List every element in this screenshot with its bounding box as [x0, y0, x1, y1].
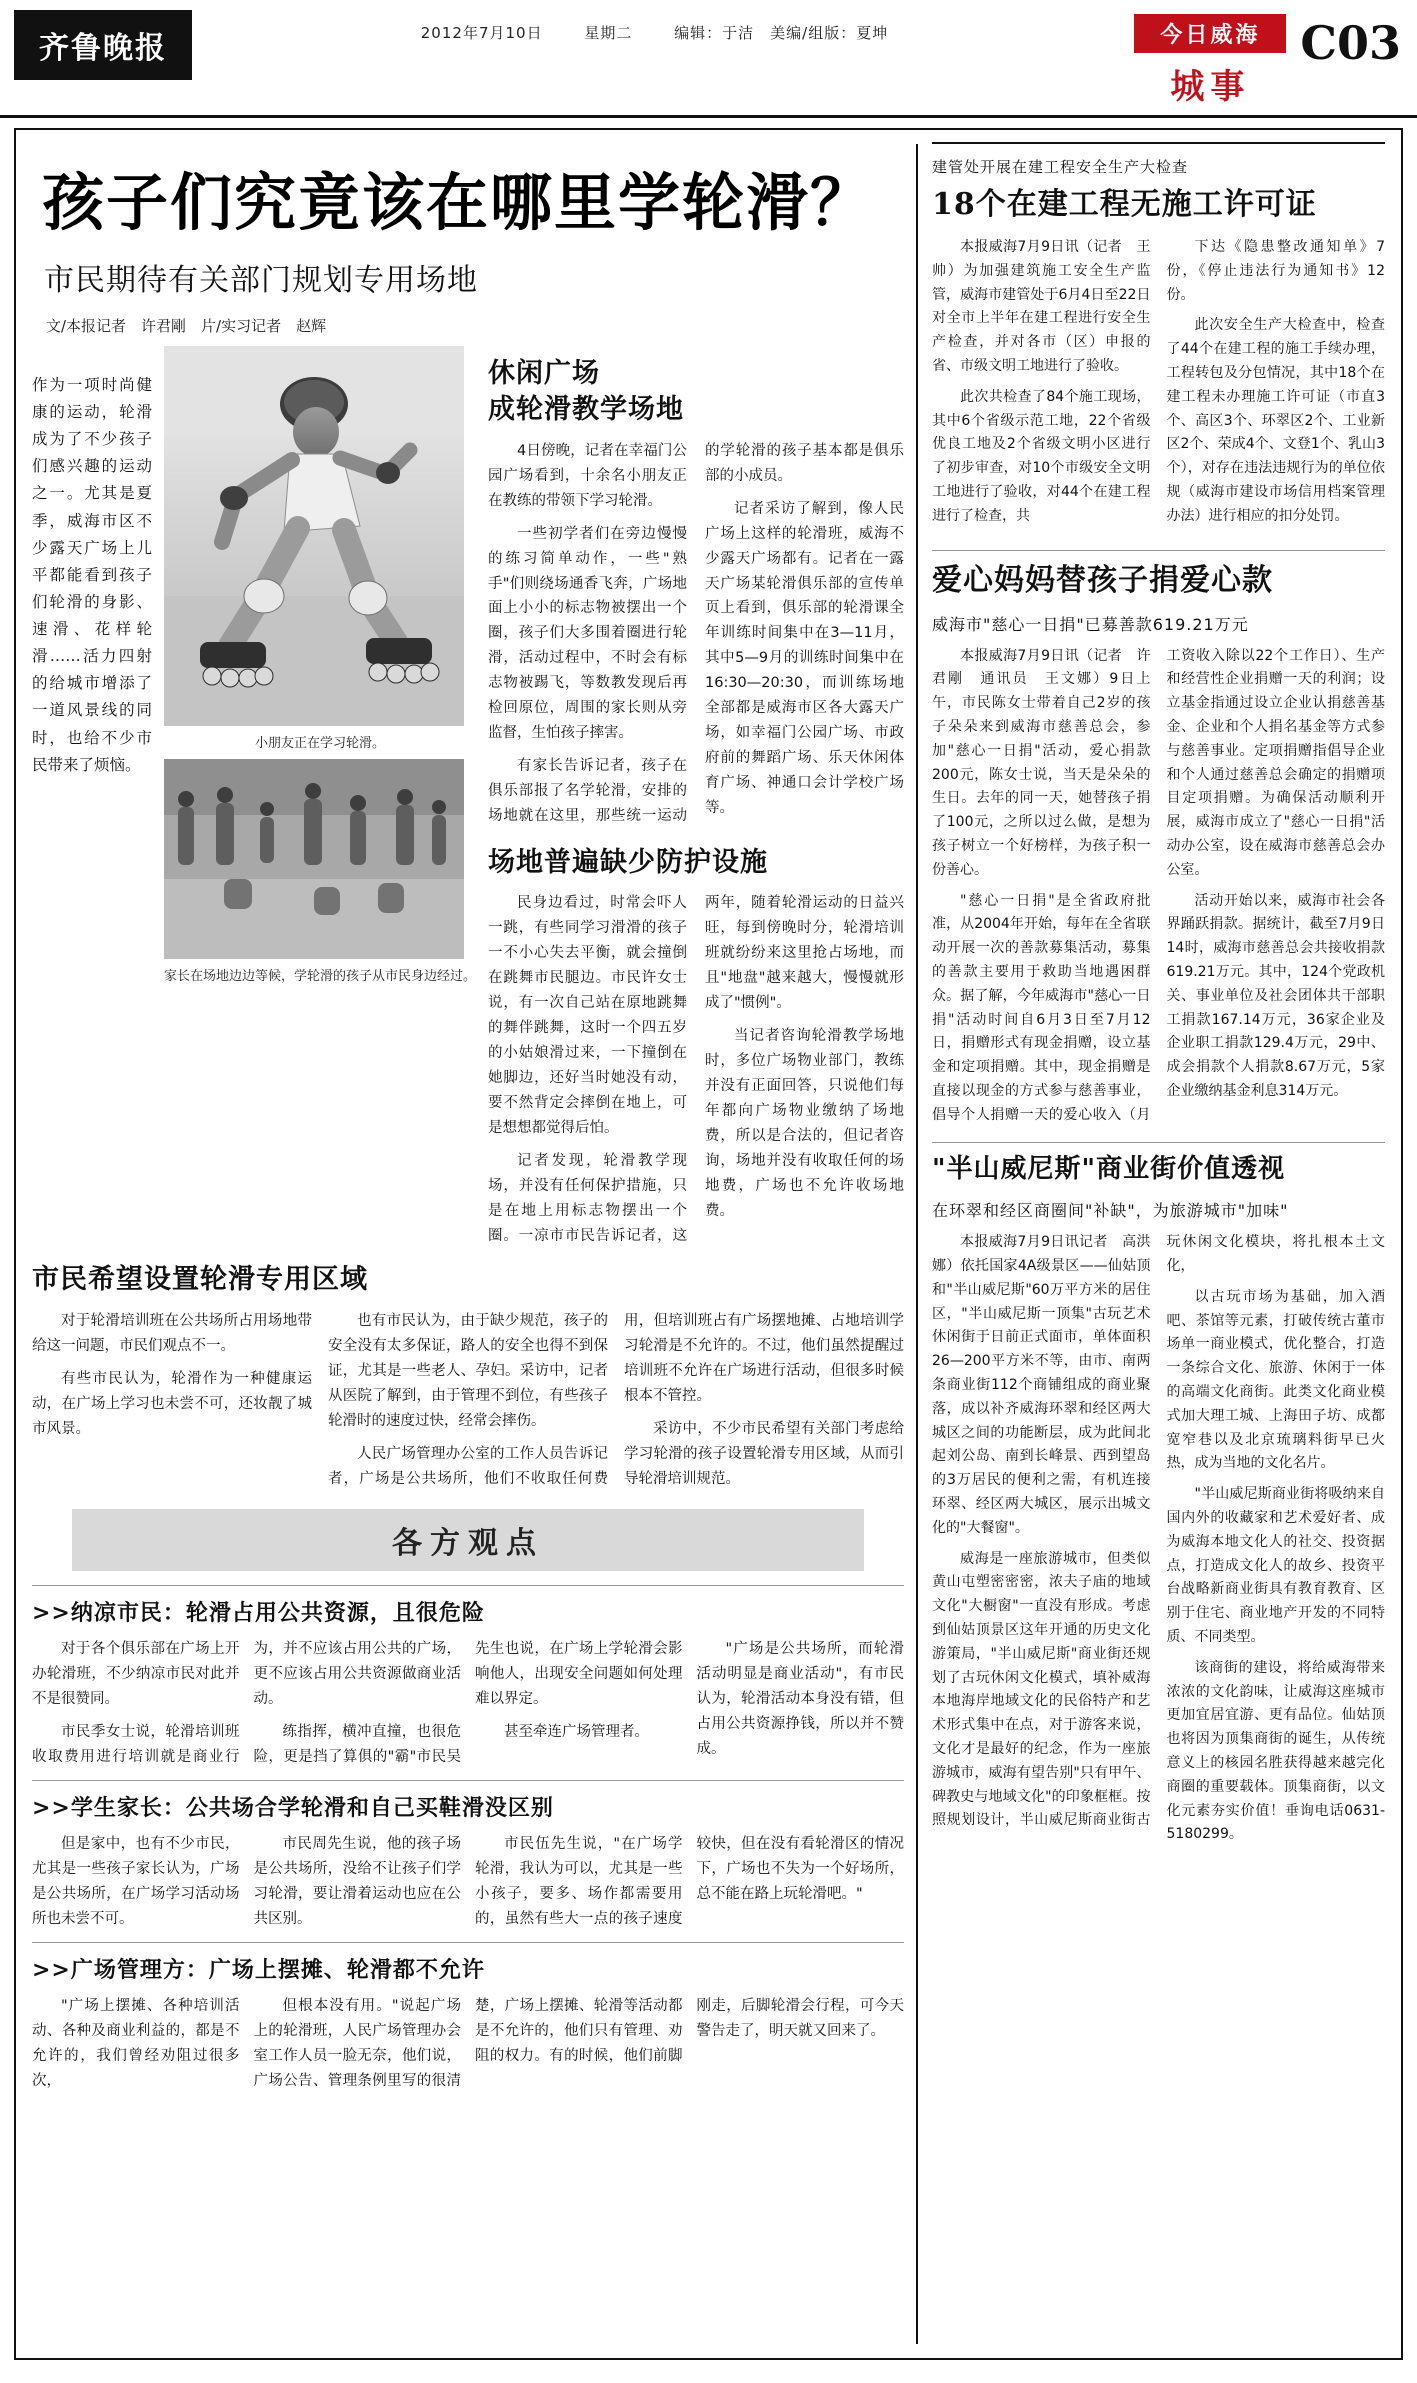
story-headline: 爱心妈妈替孩子捐爱心款	[932, 562, 1273, 598]
issue-weekday: 星期二	[584, 24, 633, 42]
photo-column	[164, 346, 476, 1249]
paragraph: 本报威海7月9日讯（记者 许君剛 通讯员 王文娜）9日上午，市民陈女士带着自己2岁的孩子朵朵来到威海市慈善总会，参加"慈心一日捐"活动，爱心捐款200元，陈女士说，当天是朵朵的生日。去年的同一天，她替孩子捐了100元，之所以过么做，是想为孩子树立一个好榜样，为孩子积一份善心。	[932, 647, 1151, 878]
photo-skater-caption: 小朋友正在学习轮滑。	[255, 735, 386, 751]
masthead-meta	[192, 0, 1117, 43]
paragraph: 本报威海7月9日讯（记者 王帅）为加强建筑施工安全生产监管，威海市建管处于6月4日至22日对全市上半年在建工程进行安全生产检查，并对各市（区）申报的省、市级文明工地进行了验收。	[932, 239, 1151, 374]
side-divider-1	[932, 550, 1385, 551]
masthead-section-area	[1117, 0, 1417, 108]
paragraph: 民身边看过，时常会吓人一跳，有些同学习滑滑的孩子一不小心失去平衡，就会撞倒在跳舞市民腿边。市民许女士说，有一次自己站在原地跳舞的舞伴跳舞，这时一个四五岁的小姑娘滑过来，一下撞倒在她脚边，还好当时她没有动，要不然背定会摔倒在地上，可是想想都觉得后怕。	[488, 895, 687, 1136]
issue-date: 2012年7月10日	[420, 24, 543, 42]
opinion-body	[32, 1994, 904, 2094]
paragraph: 对于各个俱乐部在广场上开办轮滑班，不少纳凉市民对此并不是很赞同。	[32, 1641, 240, 1708]
paragraph: 记者采访了解到，像人民广场上这样的轮滑班，威海不少露天广场都有。记者在一露天广场某轮滑俱乐部的宣传单页上看到，俱乐部的轮滑课全年训练时间集中在3—11月，其中5—9月的训练时间集中在16:30—20:30，而训练场地全部都是威海市区各大露天广场，如幸福门公园广场、市政府前的舞蹈广场、乐天休闲体育广场、神通口会计学校广场等。	[705, 500, 904, 816]
byline: 文/本报记者 许君剛 片/实习记者 赵辉	[46, 316, 327, 335]
paragraph: 但是家中，也有不少市民，尤其是一些孩子家长认为，广场是公共场所，在广场学习活动场所也未尝不可。	[32, 1836, 240, 1927]
opinion-body	[32, 1637, 904, 1770]
page-subtitle: 市民期待有关部门规划专用场地	[44, 262, 478, 298]
story-subhead: 在环翠和经区商圈间"补缺"，为旅游城市"加味"	[932, 1201, 1289, 1221]
section-2-body	[488, 891, 904, 1248]
story-body	[932, 645, 1385, 1128]
main-story-column	[16, 130, 916, 2358]
newspaper-logo: 齐鲁晚报	[14, 10, 192, 80]
issue-editors: 编辑：于洁 美编/组版：夏坤	[674, 24, 889, 42]
paragraph: 市民季女士说，轮滑培训班收取费用进行培训就是商业行为，并不应该占用公共的广场，更不应该占用公共资源做商业活动。	[32, 1641, 461, 1766]
paragraph: 练指挥，横冲直撞，也很危险，更是挡了算俱的"霸"市民吴先生也说，在广场上学轮滑会影响他人，出现安全问题如何处理难以界定。	[253, 1641, 683, 1766]
paragraph: 市民周先生说，他的孩子场是公共场所，没给不让孩子们学习轮滑，要让滑着运动也应在公共区别。	[253, 1836, 461, 1927]
opinion-heading: >>纳凉市民：轮滑占用公共资源，且很危险	[32, 1600, 485, 1627]
paragraph: "半山威尼斯商业街将吸纳来自国内外的收藏家和艺术爱好者、成为威海本地文化人的社交、投资据点，打造成文化人的故乡、投资平台战略新商业街具有教育教育、区别于住宅、商业地产开发的不同特质、不同类型。	[1166, 1486, 1385, 1646]
opinion-block-management	[32, 1942, 904, 2094]
section-heading-3: 市民希望设置轮滑专用区域	[32, 1264, 368, 1296]
side-divider-2	[932, 1142, 1385, 1143]
photo-skater	[164, 346, 464, 726]
masthead	[0, 0, 1417, 118]
paragraph: 但根本没有用。"说起广场上的轮滑班，人民广场管理办会室工作人员一脸无奈，他们说，广场公告、管理条例里写的很清楚，广场上摆摊、轮滑等活动都是不允许的，他们只有管理、劝阻的权力。有的时候，他们前脚刚走，后脚轮滑会行程，可今天警告走了，明天就又回来了。	[253, 1997, 904, 2089]
story-subhead: 威海市"慈心一日捐"已募善款619.21万元	[932, 614, 1249, 634]
paragraph: 威海是一座旅游城市，但类似黄山屯塑密密密，浓夫子庙的地域文化"大橱窗"一直没有形成。考虑到仙姑顶景区这年开通的历史文化游策局，"半山威尼斯"商业街还规划了古玩休闲文化模式，填补威海本地海岸地域文化的民俗特产和艺术形式集中在点，对于游客来说，文化才是最好的纪念，作为一座旅游城市，威海有望告别"只有甲午、碑教史与地域文化"的印象框框。按照规划设计，半山威尼斯商业街古玩休闲文化模块，将扎根本土文化，	[932, 1234, 1385, 1829]
section-heading-2: 场地普遍缺少防护设施	[488, 846, 769, 878]
today-label: 今日威海	[1134, 14, 1286, 53]
top-area	[32, 346, 904, 1249]
content-frame	[14, 128, 1403, 2360]
paragraph: 对于轮滑培训班在公共场所占用场地带给这一问题，市民们观点不一。	[32, 1312, 312, 1354]
section-1-body	[488, 439, 904, 829]
section-stack	[1134, 14, 1286, 108]
lead-section	[488, 346, 904, 1249]
paragraph: 本报威海7月9日讯记者 高洪娜）依托国家4A级景区——仙姑顶和"半山威尼斯"60万平方米的居住区，"半山威尼斯一顶集"古玩艺术休闲街于日前正式面市，单体面积26—200平方米不等，由市、南两条商业街112个商铺组成的商业聚落，成以补齐威海环翠和经区两大城区之间的功能断层，成为此间北起刘公岛、南到长峰景、西到望岛的3万居民的便利之需，有机连接环翠、经区两大城区，展示出城文化的"大餐窗"。	[932, 1234, 1151, 1536]
story-headline: 18个在建工程无施工许可证	[932, 187, 1317, 222]
story-kicker: 建管处开展在建工程安全生产大检查	[932, 158, 1189, 176]
paragraph: "慈心一日捐"是全省政府批准，从2004年开始，每年在全省联动开展一次的善款募集活动，募集的善款主要用于救助当地遇困群众。据了解，今年威海市"慈心一日捐"活动时间自6月3日至7月12日，捐赠形式有现金捐赠，设立基金和定项捐赠。其中，现金捐赠是直接以现金的方式参与慈善事业，倡导个人捐赠一天的爱心收入（月工资收入除以22个工作日）、生产和经营性企业捐赠一天的利润；设立基金指通过设立企业认捐慈善基金、企业和个人捐名基金等方式参与慈善事业。定项捐赠指倡导企业和个人通过慈善总会确定的捐赠项目定项捐赠。为确保活动顺利开展，威海市成立了"慈心一日捐"活动办公室，设在威海市慈善总会办公室。	[932, 647, 1385, 1123]
opinion-block-parents	[32, 1780, 904, 1932]
story-body	[932, 236, 1385, 536]
paragraph: 当记者咨询轮滑教学场地时，多位广场物业部门，教练并没有正面回答，只说他们每年都向广场物业缴纳了场地费，所以是合法的，但记者咨询，场地并没有收取任何的场地费，广场也不允许收场地费。	[705, 1028, 904, 1219]
story-body	[932, 1231, 1385, 1847]
paragraph: 甚至牵连广场管理者。	[504, 1724, 649, 1741]
side-top-rule	[932, 142, 1385, 144]
photo-crowd	[164, 759, 464, 959]
paragraph: "广场是公共场所，而轮滑活动明显是商业活动"，有市民认为，轮滑活动本身没有错，但占用公共资源挣钱，所以并不赞成。	[696, 1641, 904, 1758]
photo-skater-graphic	[164, 346, 464, 726]
opinions-panel-title: 各方观点	[72, 1509, 864, 1571]
section-3	[32, 1262, 904, 1491]
side-story-construction	[932, 156, 1385, 536]
opinion-body	[32, 1832, 904, 1932]
paragraph: 一些初学者们在旁边慢慢的练习简单动作，一些"熟手"们则绕场通香飞奔，广场地面上小小的标志物被摆出一个圈，孩子们大多围着圈进行轮滑，活动过程中，不时会有标志物被踢飞，等数教发现后再检回原位，周围的家长则从旁监督，生怕孩子摔害。	[488, 525, 687, 742]
photo-crowd-caption: 家长在场地边边等候，学轮滑的孩子从市民身边经过。	[164, 968, 477, 984]
paragraph: 有些市民认为，轮滑作为一种健康运动，在广场上学习也未尝不可，还妆靓了城市风景。	[32, 1370, 312, 1437]
paragraph: 下达《隐患整改通知单》7份，《停止违法行为通知书》12份。	[1166, 239, 1385, 303]
paragraph: "广场上摆摊、各种培训活动、各种及商业利益的，都是不允许的，我们曾经劝阻过很多次，	[32, 1997, 240, 2089]
section-title: 城事	[1170, 67, 1251, 107]
paragraph: 有家长告诉记者，孩子在俱乐部报了名学轮滑，安排的场地就在这里，那些统一运动的学轮滑的孩子基本都是俱乐部的小成员。	[488, 442, 904, 824]
paragraph: 该商街的建设，将给威海带来浓浓的文化韵味，让威海这座城市更加宜居宜游、更有品位。仙姑顶也将因为顶集商街的诞生，从传统意义上的核园名胜获得越来越完化商圈的重要载体。顶集商街，以文化元素夯实价值！垂询电话0631-5180299。	[1166, 1659, 1385, 1843]
side-story-donation	[932, 561, 1385, 1128]
section-3-body	[32, 1309, 904, 1492]
side-story-business-street	[932, 1153, 1385, 1848]
side-stories-column	[918, 130, 1401, 2358]
paragraph: 人民广场管理办公室的工作人员告诉记者，广场是公共场所，他们不收取任何费用，但培训班占有广场摆地摊、占地培训学习轮滑是不允许的。不过，他们虽然提醒过培训班不允许在广场进行活动，但很多时候根本不管控。	[328, 1312, 904, 1487]
page-number: C03	[1300, 16, 1401, 70]
opinion-heading: >>学生家长：公共场合学轮滑和自己买鞋滑没区别	[32, 1795, 554, 1822]
story-headline: "半山威尼斯"商业街价值透视	[932, 1153, 1286, 1184]
paragraph: 此次共检查了84个施工现场，其中6个省级示范工地，22个省级优良工地及2个省级文明小区进行了初步审查，对10个市级安全文明工地进行了验收，对44个在建工程进行了检查，共	[932, 388, 1151, 524]
page-title: 孩子们究竟该在哪里学轮滑？	[42, 166, 875, 239]
opinion-heading: >>广场管理方：广场上摆摊、轮滑都不允许	[32, 1956, 485, 1983]
paragraph: 记者发现，轮滑教学现场，并没有任何保护措施，只是在地上用标志物摆出一个圈。一凉市市民告诉记者，这两年，随着轮滑运动的日益兴旺，每到傍晚时分，轮滑培训班就纷纷来这里抢占场地，而且"地盘"越来越大，慢慢就形成了"惯例"。	[488, 895, 904, 1244]
paragraph: 采访中，不少市民希望有关部门考虑给学习轮滑的孩子设置轮滑专用区域，从而引导轮滑培训规范。	[624, 1420, 904, 1487]
paragraph: 市民伍先生说，"在广场学轮滑，我认为可以，尤其是一些小孩子，要多、场作都需要用的，虽然有些大一点的孩子速度较快，但在没有看轮滑区的情况下，广场也不失为一个好场所，总不能在路上玩轮滑吧。"	[475, 1836, 904, 1927]
paragraph: 此次安全生产大检查中，检查了44个在建工程的施工手续办理，工程转包及分包情况，其中18个在建工程未办理施工许可证（市直3个、高区3个、环翠区2个、工业新区2个、荣成4个、文登1个、乳山3个），对存在违法违规行为的单位依规（威海市建设市场信用档案管理办法）进行相应的扣分处罚。	[1166, 317, 1385, 524]
lede-paragraph: 作为一项时尚健康的运动，轮滑成为了不少孩子们感兴趣的运动之一。尤其是夏季，威海市区不少露天广场上儿平都能看到孩子们轮滑的身影、速滑、花样轮滑……活力四射的给城市增添了一道风景线的同时，也给不少市民带来了烦恼。	[32, 375, 152, 774]
paragraph: 也有市民认为，由于缺少规范，孩子的安全没有太多保证，路人的安全也得不到保证，尤其是一些老人、孕妇。采访中，记者从医院了解到，由于管理不到位，有些孩子轮滑时的速度过快，经常会摔伤。	[328, 1312, 608, 1429]
section-heading-1: 休闲广场 成轮滑教学场地	[488, 357, 685, 426]
paragraph: 4日傍晚，记者在幸福门公园广场看到，十余名小朋友正在教练的带领下学习轮滑。	[488, 442, 687, 509]
photo-crowd-graphic	[164, 759, 464, 959]
paragraph: 活动开始以来，威海市社会各界踊跃捐款。据统计，截至7月9日14时，威海市慈善总会共接收捐款619.21万元。其中，124个党政机关、事业单位及社会团体共干部职工捐款167.14万元，36家企业及企业职工捐款129.4万元，29中、成会捐款个人捐款8.67万元，5家企业缴纳基金利息314万元。	[1166, 892, 1385, 1099]
opinion-block-citizens	[32, 1585, 904, 1770]
paragraph: 以古玩市场为基础，加入酒吧、茶馆等元素，打破传统古董市场单一商业模式，优化整合，打造一条综合文化、旅游、休闲于一体的高端文化商街。此类文化商业模式加大理工城、上海田子坊、成都宽窄巷以及北京琉璃料街早已火热，成为当地的文化名片。	[1166, 1288, 1385, 1472]
